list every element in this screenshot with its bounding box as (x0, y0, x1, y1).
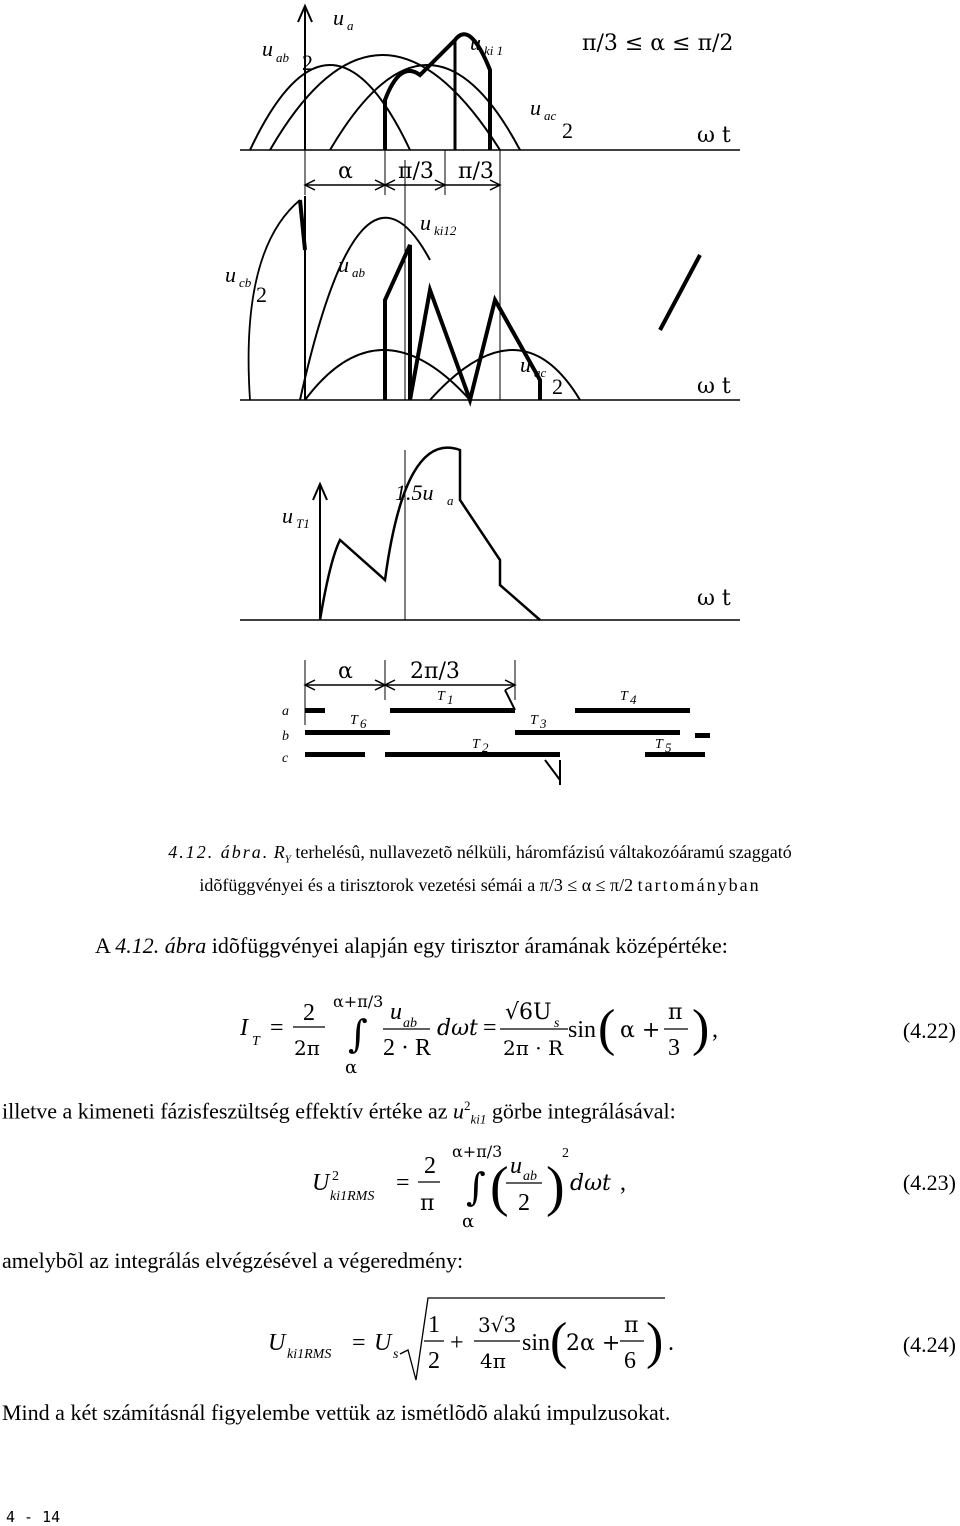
eq22-eq2: = (483, 1015, 497, 1041)
caption-line1-rest: terhelésû, nullavezetõ nélküli, háromfázisú váltakozóáramú szaggató (295, 842, 792, 862)
eq23-fden: π (420, 1191, 435, 1216)
label-T3-sub: 3 (540, 716, 547, 731)
eq22-lparen: ( (598, 1000, 616, 1057)
eq23-int-lo: α (462, 1211, 475, 1232)
bar-T5 (645, 752, 705, 757)
curve-u-ab-half (305, 350, 470, 400)
p1-b: idõfüggvényei alapján egy tirisztor áramának középértéke: (211, 933, 728, 958)
label-u-cb-sub: cb (239, 275, 252, 290)
label-u-ac: u (530, 95, 541, 120)
eq24-Us-sub: s (393, 1347, 399, 1362)
p2-sup: 2 (464, 1098, 471, 1113)
figure-caption-line1 (0, 842, 960, 866)
curve-u-T1 (320, 448, 540, 620)
eq23-int: ∫ (466, 1165, 486, 1209)
eq22-rden: 2π · R (503, 1036, 563, 1060)
label-u-cb-den: 2 (256, 282, 267, 307)
equation-4-23 (0, 1135, 960, 1235)
label-u-ac2-den: 2 (552, 374, 563, 399)
label-u-T1: u (282, 503, 293, 528)
label-u-ab-den: 2 (302, 50, 313, 75)
eq22-rnum: √6U (505, 1000, 552, 1025)
eq22-uden: 2 · R (383, 1035, 431, 1061)
label-pi3-a: π/3 (398, 159, 434, 184)
eq23-unum: u (510, 1153, 522, 1179)
eq23-U: U (312, 1170, 330, 1196)
eq24-dot: . (668, 1330, 674, 1356)
eq24-lparen: ( (550, 1313, 568, 1370)
eq23-lparen: ( (490, 1156, 509, 1218)
p2-text: illetve a kimeneti fázisfeszültség effektív értéke az (2, 1098, 448, 1124)
label-pi3-b: π/3 (458, 159, 494, 184)
eq23-int-up: α+π/3 (452, 1142, 503, 1161)
bar-t3-tick (545, 760, 560, 780)
eq23-comma: , (620, 1170, 626, 1196)
p1-ref: 4.12. ábra (115, 933, 207, 958)
eq22-I-sub: T (252, 1034, 260, 1049)
bar-t2-tick (505, 690, 515, 710)
eq24-cden: 4π (480, 1349, 506, 1373)
caption-line2: idõfüggvényei és a tirisztorok vezetési sémái a π/3 ≤ α ≤ π/2 (199, 875, 634, 895)
eq24-cnum: 3√3 (478, 1313, 517, 1337)
label-u-ki12: u (420, 210, 431, 235)
label-phase-c: c (282, 751, 289, 766)
eq22-fden: 2π (294, 1036, 320, 1060)
label-u-ab2: u (338, 252, 349, 277)
bar-T1 (390, 708, 515, 713)
eq22-fnum: 2 (303, 1000, 315, 1026)
eq22-I: I (240, 1015, 248, 1041)
eq23-U-sup: 2 (332, 1169, 339, 1184)
label-omega-t-3: ω t (697, 586, 731, 611)
eq24-six: 6 (624, 1348, 636, 1374)
p3-text: amelybõl az integrálás elvégzésével a végeredmény: (2, 1248, 464, 1273)
eq23-dwt: dωt (570, 1171, 611, 1196)
caption-R: R (273, 842, 285, 862)
label-1-5ua-sub: a (447, 493, 454, 508)
label-u-a: u (333, 5, 344, 30)
label-T3: T (530, 713, 538, 728)
equation-4-22 (0, 985, 960, 1075)
label-omega-t-2: ω t (697, 374, 731, 399)
curve-u-ki12-right (660, 255, 700, 330)
label-u-ab: u (262, 36, 273, 61)
label-T1: T (437, 689, 445, 704)
paragraph-4 (2, 1400, 670, 1426)
figure-caption-line2 (0, 875, 960, 896)
eq22-int-lo: α (345, 1057, 358, 1075)
eq22-unum-sub: ab (403, 1016, 417, 1031)
eq22-tag: (4.22) (902, 1018, 956, 1043)
paragraph-2 (2, 1098, 676, 1128)
label-T6-sub: 6 (360, 716, 367, 731)
label-u-T1-sub: T1 (296, 516, 310, 531)
label-2pi3: 2π/3 (410, 659, 460, 684)
eq24-hden: 2 (428, 1348, 440, 1374)
eq24-plus: + (450, 1330, 464, 1356)
label-u-cb: u (225, 262, 236, 287)
eq24-tag: (4.24) (902, 1332, 956, 1357)
label-T2: T (472, 737, 480, 752)
bar-T4 (575, 708, 690, 713)
label-T4-sub: 4 (630, 692, 637, 707)
label-alpha-1: α (338, 159, 353, 184)
p1-a: A (95, 933, 110, 958)
label-alpha-2: α (338, 659, 353, 684)
eq24-Us: U (374, 1330, 392, 1356)
label-range: π/3 ≤ α ≤ π/2 (582, 31, 734, 56)
caption-line2-tail: tartományban (637, 875, 761, 895)
eq22-arg: α + (620, 1018, 661, 1043)
eq22-sin: sin (568, 1017, 597, 1043)
eq22-unum: u (390, 999, 402, 1025)
eq24-U-sub: ki1RMS (287, 1347, 332, 1362)
label-u-a-sub: a (347, 18, 354, 33)
label-u-ki12-sub: ki12 (434, 223, 457, 238)
eq22-dwt: dωt (437, 1016, 478, 1041)
eq24-arg: 2α + (566, 1331, 621, 1356)
label-u-ab2-sub: ab (352, 265, 365, 280)
eq23-rparen: ) (546, 1156, 565, 1218)
eq23-eq: = (396, 1170, 410, 1196)
eq24-U: U (268, 1330, 286, 1356)
bar-b-right (695, 733, 710, 738)
eq22-int-up: α+π/3 (333, 992, 384, 1011)
label-phase-a: a (282, 704, 289, 719)
label-T2-sub: 2 (482, 740, 489, 755)
label-u-ki1: u (470, 30, 481, 55)
eq22-rparen: ) (692, 1000, 710, 1057)
equation-4-24 (0, 1292, 960, 1392)
caption-number: 4.12. ábra. (168, 842, 270, 862)
eq24-eq: = (352, 1330, 366, 1356)
bar-c-left (305, 752, 365, 757)
eq23-tag: (4.23) (902, 1170, 956, 1195)
p2-u: u (453, 1098, 464, 1124)
eq24-pi: π (624, 1313, 639, 1338)
eq23-sq: 2 (562, 1146, 569, 1161)
label-u-ac-den: 2 (562, 118, 573, 143)
eq22-pi: π (668, 1000, 683, 1025)
caption-R-sub: Y (284, 853, 291, 866)
eq22-comma: , (712, 1017, 718, 1043)
eq23-fnum: 2 (424, 1153, 436, 1179)
label-T4: T (620, 689, 628, 704)
paragraph-1 (95, 933, 728, 959)
page-number: 4 - 14 (6, 1508, 61, 1526)
label-T5-sub: 5 (665, 740, 672, 755)
p4-text: Mind a két számításnál figyelembe vettük az ismétlõdõ alakú impulzusokat. (2, 1400, 671, 1425)
label-T1-sub: 1 (447, 692, 454, 707)
eq24-hnum: 1 (428, 1312, 440, 1338)
eq22-rnum-sub: s (554, 1016, 560, 1031)
p2-sub: ki1 (470, 1111, 487, 1127)
label-T6: T (350, 713, 358, 728)
label-u-ac2-sub: ac (534, 365, 547, 380)
p2-tail: görbe integrálásával: (491, 1098, 676, 1124)
label-u-ki1-sub: ki 1 (484, 43, 504, 58)
bar-T2 (385, 752, 560, 757)
label-u-ac2: u (520, 352, 531, 377)
eq22-int: ∫ (348, 1012, 368, 1056)
paragraph-3 (2, 1248, 463, 1274)
label-u-ac-sub: ac (544, 108, 557, 123)
eq22-three: 3 (668, 1035, 680, 1061)
label-T5: T (655, 737, 663, 752)
bar-T6 (305, 730, 390, 735)
bar-a-left (305, 708, 325, 713)
label-u-ab-sub: ab (276, 50, 289, 65)
label-phase-b: b (282, 729, 289, 744)
eq24-sin: sin (522, 1330, 551, 1356)
eq24-rparen: ) (646, 1313, 664, 1370)
eq23-uden: 2 (518, 1190, 530, 1216)
eq23-unum-sub: ab (523, 1169, 537, 1184)
eq22-eq: = (270, 1015, 284, 1041)
label-1-5ua: 1.5u (395, 480, 434, 505)
eq23-U-sub: ki1RMS (330, 1189, 375, 1204)
label-omega-t-1: ω t (697, 123, 731, 148)
